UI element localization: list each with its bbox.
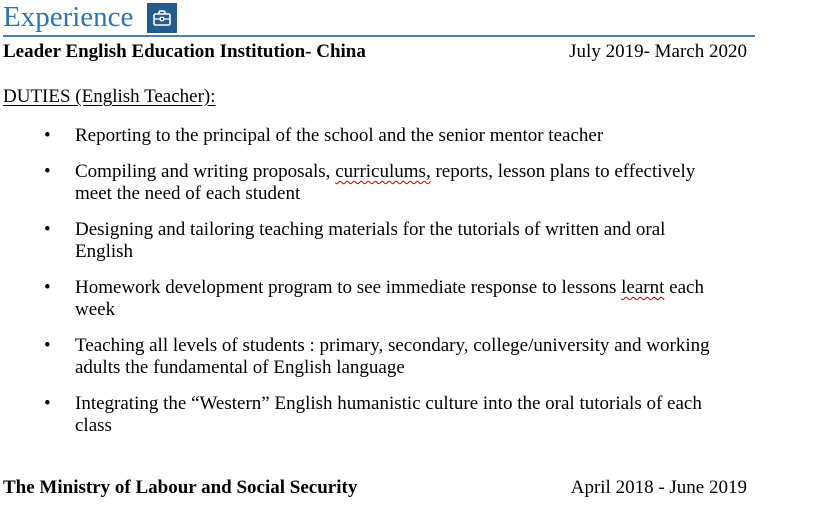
bullet-text: • Designing and tailoring teaching materials for the tutorials of written and oral (75, 219, 666, 240)
experience-entry-2 (3, 477, 755, 499)
list-item (75, 393, 747, 437)
section-title: Experience (3, 1, 134, 33)
bullet-text: • Teaching all levels of students : primary, secondary, college/university and working (75, 335, 710, 356)
bullet-text-segment: Compiling and writing proposals, (75, 161, 336, 182)
bullet-text: class (75, 415, 112, 436)
bullet-text (75, 161, 747, 183)
misspelled-word: curriculums, (335, 161, 431, 182)
bullet-text: English (75, 241, 134, 262)
bullet-text: meet the need of each student (75, 183, 301, 204)
employment-dates: April 2018 - June 2019 (570, 477, 747, 498)
list-item (75, 125, 747, 147)
duties-list (3, 125, 747, 437)
bullet-text: • Reporting to the principal of the school and the senior mentor teacher (75, 125, 604, 146)
briefcase-icon (147, 3, 177, 33)
bullet-text (75, 277, 747, 299)
misspelled-word: learnt (621, 277, 665, 298)
list-item (75, 161, 747, 205)
duties-heading (3, 86, 824, 108)
experience-entry-1 (3, 41, 755, 63)
bullet-text: • Integrating the “Western” English humanistic culture into the oral tutorials of each (75, 393, 702, 414)
list-item (75, 277, 747, 321)
list-item (75, 219, 747, 263)
employer-name: The Ministry of Labour and Social Security (3, 477, 358, 498)
bullet-text-segment: reports, lesson plans to effectively (430, 161, 696, 182)
bullet-text: week (75, 299, 116, 320)
duties-heading-text: DUTIES (English Teacher): (3, 86, 216, 107)
list-item (75, 335, 747, 379)
bullet-text-segment: Homework development program to see immediate response to lessons (75, 277, 622, 298)
employer-name: Leader English Education Institution- China (3, 41, 366, 62)
bullet-text: adults the fundamental of English language (75, 357, 405, 378)
experience-section-header (3, 2, 755, 37)
bullet-text-segment: each (664, 277, 704, 298)
employment-dates: July 2019- March 2020 (569, 41, 747, 62)
